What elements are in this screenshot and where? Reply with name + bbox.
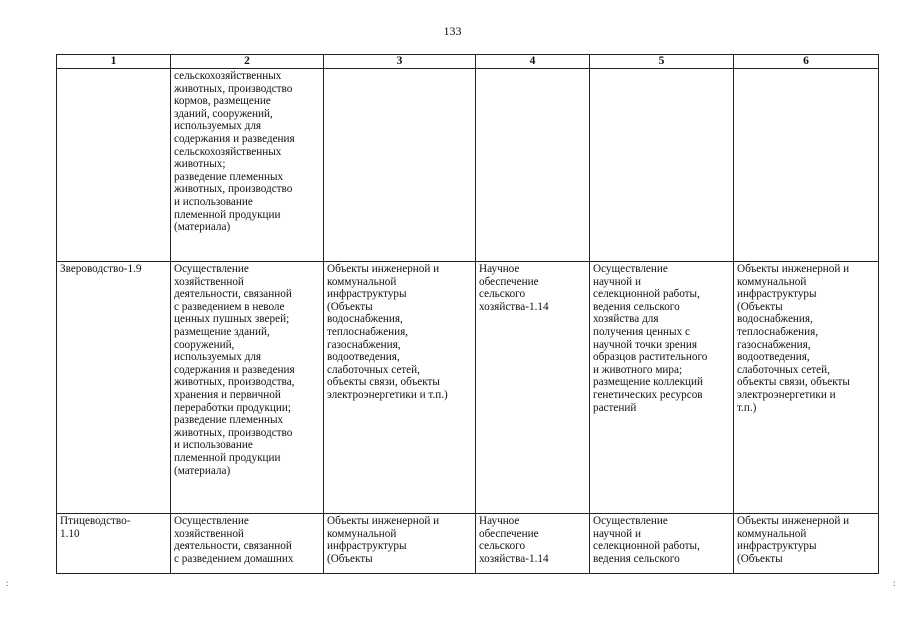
table-cell [476, 69, 590, 262]
table-cell: Осуществление хозяйственной деятельности, связанной с разведением домашних [171, 514, 324, 574]
table-cell: Звероводство-1.9 [57, 262, 171, 514]
column-header-2: 2 [171, 55, 324, 69]
column-header-4: 4 [476, 55, 590, 69]
table-cell: сельскохозяйственных животных, производство кормов, размещение зданий, сооружений, используемых для содержания и разведения сельскохозяйственных животных; разведение племенных животных, производство и использование племенной продукции (материала) [171, 69, 324, 262]
table-row [57, 514, 879, 574]
table-cell [734, 69, 879, 262]
table-cell [324, 69, 476, 262]
table-cell: Осуществление научной и селекционной работы, ведения сельского хозяйства для получения ценных с научной точки зрения образцов растительного и животного мира; размещение коллекций генетических ресурсов растений [590, 262, 734, 514]
column-header-5: 5 [590, 55, 734, 69]
table-header-row [57, 55, 879, 69]
left-edge-mark: : [6, 578, 9, 588]
column-header-3: 3 [324, 55, 476, 69]
table-cell: Объекты инженерной и коммунальной инфраструктуры (Объекты [324, 514, 476, 574]
table-cell: Птицеводство- 1.10 [57, 514, 171, 574]
land-use-table [56, 54, 879, 574]
table-cell: Научное обеспечение сельского хозяйства-1.14 [476, 514, 590, 574]
table-cell: Осуществление хозяйственной деятельности, связанной с разведением в неволе ценных пушных зверей; размещение зданий, сооружений, используемых для содержания и разведения животных, производства, хранения и первичной переработки продукции; разведение племенных животных, производство и использование племенной продукции (материала) [171, 262, 324, 514]
table-row [57, 262, 879, 514]
table-cell: Объекты инженерной и коммунальной инфраструктуры (Объекты водоснабжения, теплоснабжения, газоснабжения, водоотведения, слаботочных сетей, объекты связи, объекты электроэнергетики и т.п.) [734, 262, 879, 514]
table-cell [57, 69, 171, 262]
right-edge-mark: : [893, 578, 896, 588]
table-cell: Научное обеспечение сельского хозяйства-1.14 [476, 262, 590, 514]
column-header-6: 6 [734, 55, 879, 69]
table-cell: Осуществление научной и селекционной работы, ведения сельского [590, 514, 734, 574]
column-header-1: 1 [57, 55, 171, 69]
page-number: 133 [443, 24, 462, 38]
table-cell: Объекты инженерной и коммунальной инфраструктуры (Объекты водоснабжения, теплоснабжения, газоснабжения, водоотведения, слаботочных сетей, объекты связи, объекты электроэнергетики и т.п.) [324, 262, 476, 514]
table-cell: Объекты инженерной и коммунальной инфраструктуры (Объекты [734, 514, 879, 574]
table-row [57, 69, 879, 262]
table-cell [590, 69, 734, 262]
